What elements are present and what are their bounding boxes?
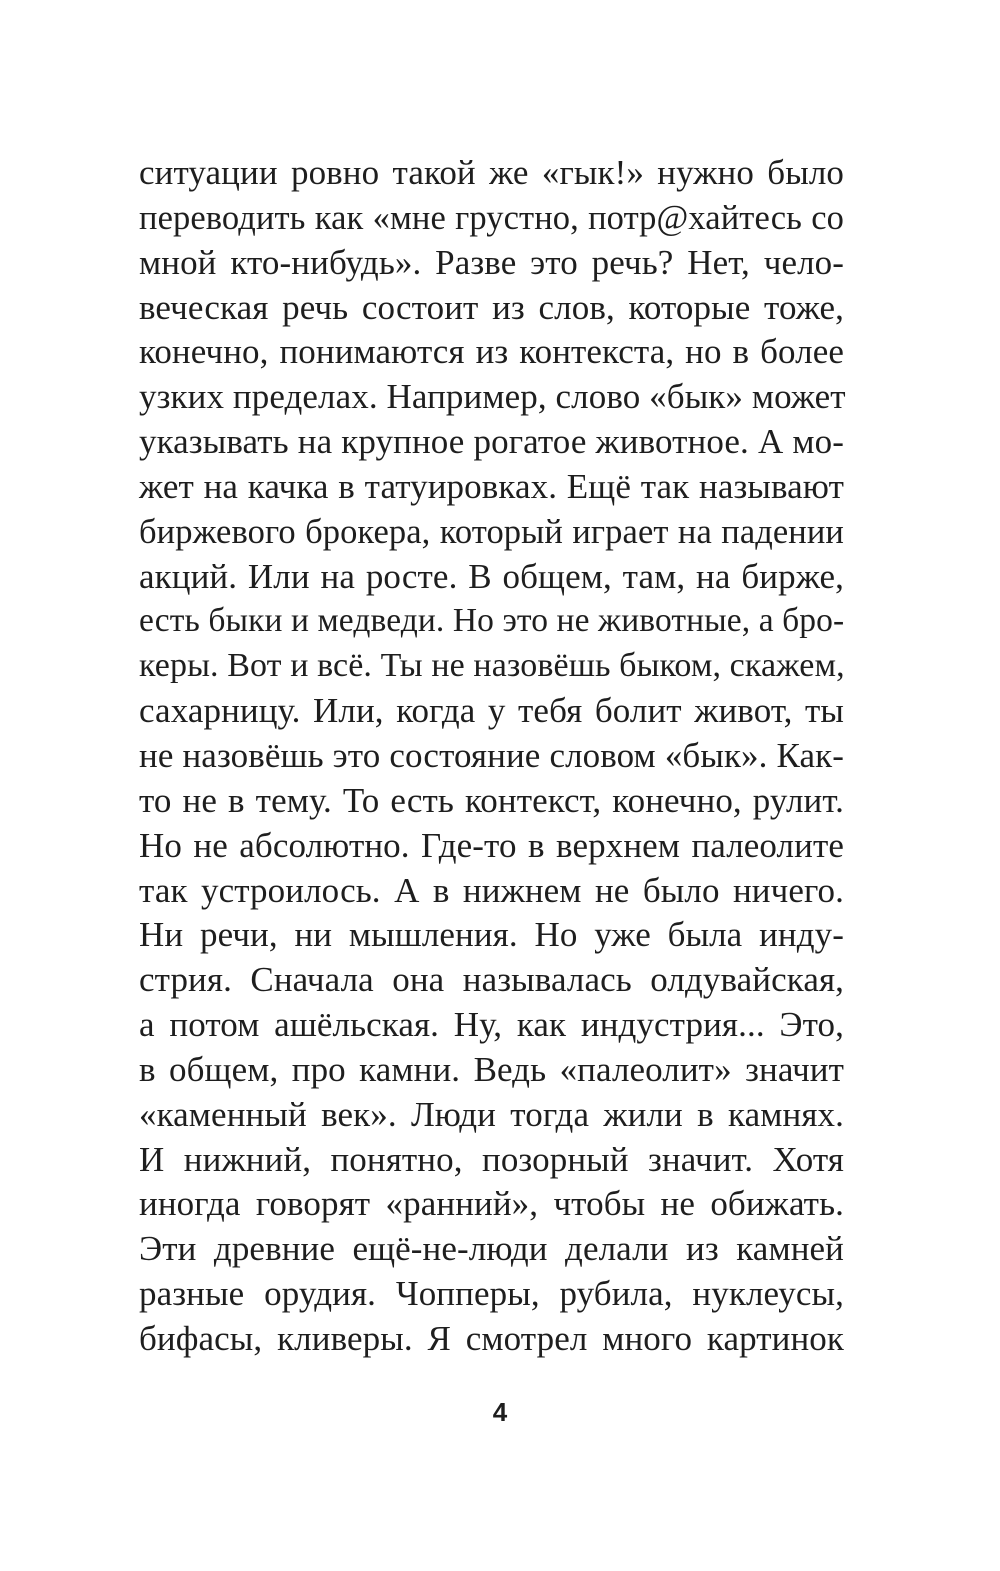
text-line-2: переводить как «мне грустно, потр@хайтесь со bbox=[139, 198, 844, 237]
text-line-25: Эти древние ещё-не-люди делали из камней bbox=[139, 1229, 844, 1269]
text-line-20: а потом ашёльская. Ну, как индустрия... Это, bbox=[139, 1005, 844, 1045]
text-line-24: иногда говорят «ранний», чтобы не обижать. bbox=[139, 1184, 844, 1224]
text-line-23: И нижний, понятно, позорный значит. Хотя bbox=[139, 1139, 844, 1179]
text-line-26: разные орудия. Чопперы, рубила, нуклеусы, bbox=[139, 1274, 844, 1314]
text-line-9: биржевого брокера, который играет на падении bbox=[139, 512, 844, 551]
text-line-4: веческая речь состоит из слов, которые тоже, bbox=[139, 287, 844, 327]
text-line-13: сахарницу. Или, когда у тебя болит живот, ты bbox=[139, 691, 844, 731]
text-line-5: конечно, понимаются из контекста, но в более bbox=[139, 332, 844, 372]
text-line-8: жет на качка в татуировках. Ещё так называют bbox=[139, 466, 844, 506]
text-line-12: керы. Вот и всё. Ты не назовёшь быком, скажем, bbox=[139, 647, 845, 685]
text-line-7: указывать на крупное рогатое животное. А мо- bbox=[139, 422, 844, 462]
text-line-6: узких пределах. Например, слово «бык» может bbox=[139, 377, 846, 417]
text-line-10: акций. Или на росте. В общем, там, на бирже, bbox=[139, 556, 844, 596]
text-line-22: «каменный век». Люди тогда жили в камнях. bbox=[139, 1094, 844, 1134]
text-line-21: в общем, про камни. Ведь «палеолит» значит bbox=[139, 1049, 844, 1089]
text-line-3: мной кто-нибудь». Разве это речь? Нет, чело- bbox=[139, 242, 844, 282]
text-line-11: есть быки и медведи. Но это не животные, а бро- bbox=[139, 602, 845, 640]
text-line-15: то не в тему. То есть контекст, конечно, рулит. bbox=[139, 780, 844, 820]
body-text bbox=[139, 151, 844, 1362]
text-line-17: так устроилось. А в нижнем не было ничего. bbox=[139, 870, 844, 910]
text-line-27: бифасы, кливеры. Я смотрел много картинок bbox=[139, 1318, 844, 1358]
text-line-1: ситуации ровно такой же «гык!» нужно было bbox=[139, 153, 844, 192]
text-line-16: Но не абсолютно. Где-то в верхнем палеолите bbox=[139, 825, 844, 865]
text-line-14: не назовёшь это состояние словом «бык». Как- bbox=[139, 735, 844, 775]
page-number: 4 bbox=[492, 1397, 508, 1427]
text-line-19: стрия. Сначала она называлась олдувайская, bbox=[139, 960, 844, 1000]
text-line-18: Ни речи, ни мышления. Но уже была инду- bbox=[139, 915, 844, 955]
